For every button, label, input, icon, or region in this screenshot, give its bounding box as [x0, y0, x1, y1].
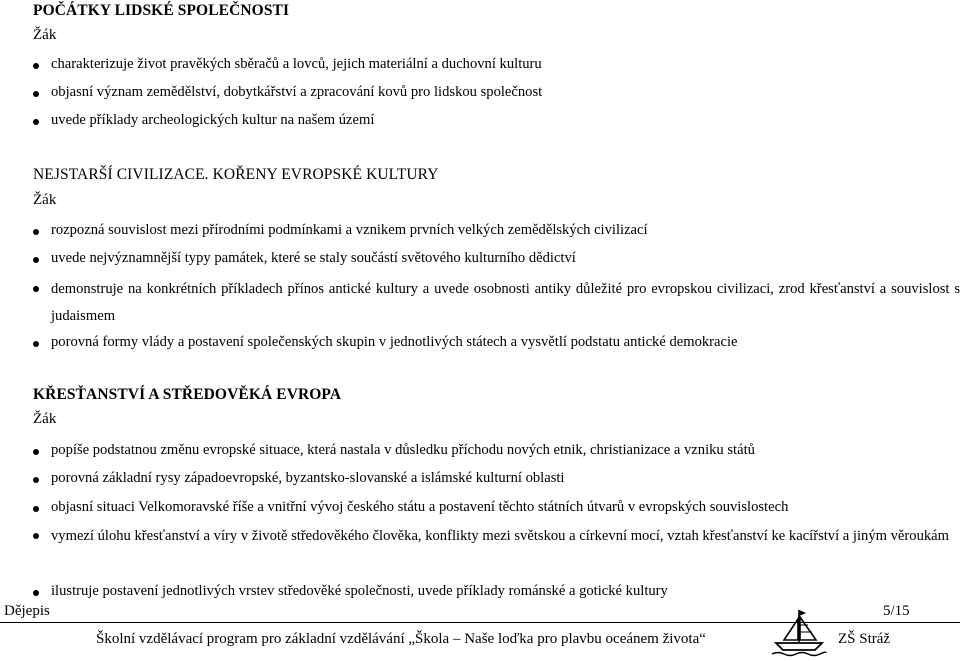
bullet-icon: [33, 506, 39, 512]
bullet-icon: [33, 477, 39, 483]
list-item-text: charakterizuje život pravěkých sběračů a lovců, jejich materiální a duchovní kulturu: [51, 56, 542, 72]
list-item-text: objasní význam zemědělství, dobytkářství a zpracování kovů pro lidskou společnost: [51, 84, 543, 100]
footer-program-title: Školní vzdělávací program pro základní vzdělávání „Škola – Naše loďka pro plavbu oceánem života“: [96, 631, 706, 647]
bullet-icon: [33, 91, 39, 97]
footer-subject: Dějepis: [4, 603, 50, 619]
list-item-text: rozpozná souvislost mezi přírodními podmínkami a vznikem prvních velkých zemědělských civilizací: [51, 222, 648, 238]
footer-page-number: 5/15: [883, 603, 910, 619]
list-item-text: ilustruje postavení jednotlivých vrstev středověké společnosti, uvede příklady románské a gotické kultury: [51, 583, 668, 599]
list-item-text: demonstruje na konkrétních příkladech přínos antické kultury a uvede osobnosti antiky důležité pro evropskou civilizaci, zrod křesťanství a souvislost s judaismem: [51, 281, 960, 324]
bullet-icon: [33, 63, 39, 69]
bullet-icon: [33, 286, 39, 292]
bullet-icon: [33, 533, 39, 539]
bullet-icon: [33, 449, 39, 455]
subject-label: Žák: [33, 411, 57, 427]
section-heading-krestanstvi: KŘESŤANSTVÍ A STŘEDOVĚKÁ EVROPA: [33, 386, 342, 403]
subject-label: Žák: [33, 27, 57, 43]
bullet-icon: [33, 119, 39, 125]
subject-label: Žák: [33, 192, 57, 208]
footer-school-name: ZŠ Stráž: [838, 631, 891, 647]
bullet-icon: [33, 341, 39, 347]
bullet-icon: [33, 257, 39, 263]
list-item-text: porovná základní rysy západoevropské, byzantsko-slovanské a islámské kulturní oblasti: [51, 470, 565, 486]
sailboat-icon: [770, 607, 828, 657]
list-item-text: uvede příklady archeologických kultur na našem území: [51, 112, 375, 128]
list-item-text: popíše podstatnou změnu evropské situace, která nastala v důsledku příchodu nových etnik, christianizace a vzniku států: [51, 442, 755, 458]
list-item-text: objasní situaci Velkomoravské říše a vnitřní vývoj českého státu a postavení těchto státních útvarů v evropských souvislostech: [51, 499, 789, 515]
list-item-text: uvede nejvýznamnější typy památek, které se staly součástí světového kulturního dědictví: [51, 250, 576, 266]
section-heading-nejstarsi: NEJSTARŠÍ CIVILIZACE. KOŘENY EVROPSKÉ KULTURY: [33, 166, 439, 183]
list-item-text: vymezí úlohu křesťanství a víry v životě středověkého člověka, konflikty mezi světskou a církevní mocí, vztah křesťanství ke kacířství a jiným věroukám: [51, 528, 949, 544]
section-heading-pocatky: POČÁTKY LIDSKÉ SPOLEČNOSTI: [33, 2, 290, 19]
bullet-icon: [33, 229, 39, 235]
bullet-icon: [33, 590, 39, 596]
list-item-text: porovná formy vlády a postavení společenských skupin v jednotlivých státech a vysvětlí podstatu antické demokracie: [51, 334, 738, 350]
